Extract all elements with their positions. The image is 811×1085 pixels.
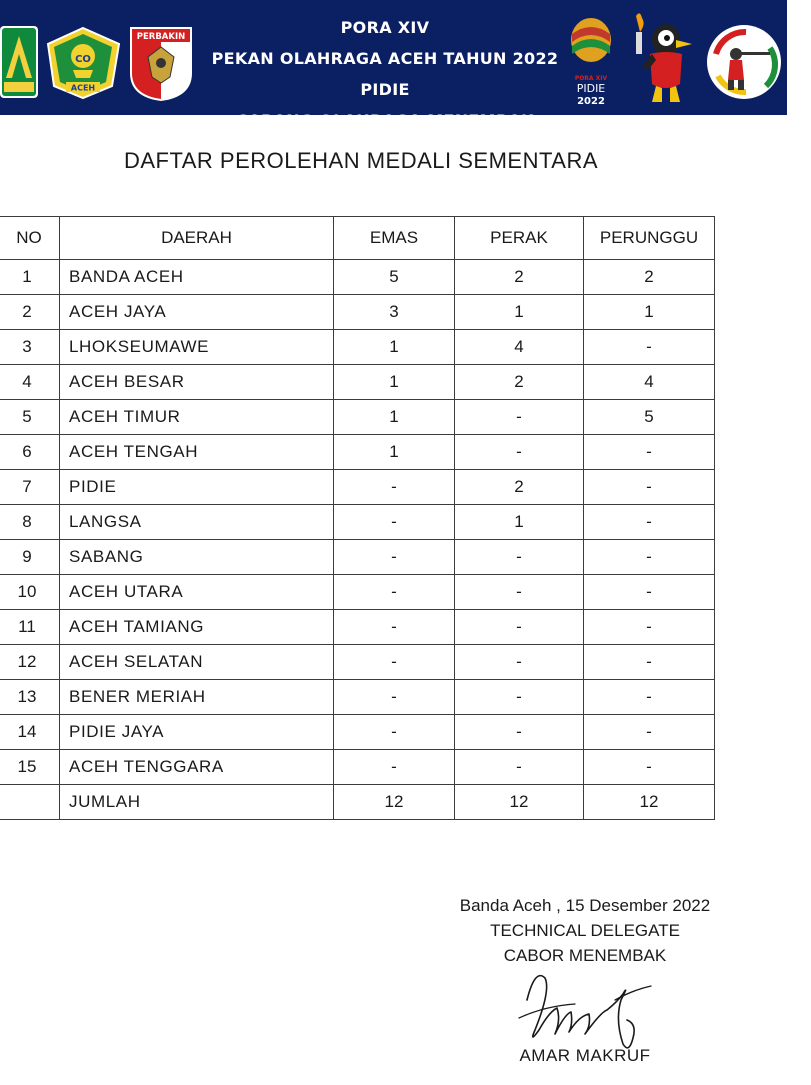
row-gold: - bbox=[334, 575, 455, 610]
row-bronze: - bbox=[584, 610, 715, 645]
perbakin-logo-icon bbox=[128, 25, 194, 102]
total-label: JUMLAH bbox=[60, 785, 334, 820]
table-row bbox=[0, 715, 715, 750]
row-region: BANDA ACEH bbox=[60, 260, 334, 295]
row-gold: - bbox=[334, 540, 455, 575]
table-total-row bbox=[0, 785, 715, 820]
row-gold: - bbox=[334, 750, 455, 785]
row-region: PIDIE JAYA bbox=[60, 715, 334, 750]
table-row bbox=[0, 400, 715, 435]
row-no: 15 bbox=[0, 750, 60, 785]
signer-role: TECHNICAL DELEGATE bbox=[490, 921, 680, 940]
row-no: 10 bbox=[0, 575, 60, 610]
handwritten-signature-icon bbox=[505, 960, 665, 1060]
table-header-row bbox=[0, 217, 715, 260]
banner-line-2: PEKAN OLAHRAGA ACEH TAHUN 2022 PIDIE bbox=[211, 49, 559, 99]
shooting-sport-logo-icon bbox=[706, 24, 782, 100]
row-region: BENER MERIAH bbox=[60, 680, 334, 715]
row-silver: 2 bbox=[455, 470, 584, 505]
header-region: DAERAH bbox=[60, 217, 334, 260]
row-no: 3 bbox=[0, 330, 60, 365]
table-row bbox=[0, 680, 715, 715]
row-bronze: - bbox=[584, 470, 715, 505]
table-row bbox=[0, 330, 715, 365]
table-row bbox=[0, 505, 715, 540]
header-gold: EMAS bbox=[334, 217, 455, 260]
row-silver: - bbox=[455, 435, 584, 470]
row-region: ACEH JAYA bbox=[60, 295, 334, 330]
place-date: Banda Aceh , 15 Desember 2022 bbox=[459, 896, 711, 915]
row-no: 8 bbox=[0, 505, 60, 540]
row-bronze: - bbox=[584, 715, 715, 750]
total-no-cell bbox=[0, 785, 60, 820]
header-silver: PERAK bbox=[455, 217, 584, 260]
aceh-shield-logo-icon bbox=[46, 26, 121, 100]
row-region: SABANG bbox=[60, 540, 334, 575]
row-silver: - bbox=[455, 575, 584, 610]
row-region: ACEH TIMUR bbox=[60, 400, 334, 435]
row-no: 2 bbox=[0, 295, 60, 330]
row-gold: 5 bbox=[334, 260, 455, 295]
aceh-shield-text: ACEH bbox=[70, 83, 96, 93]
table-row bbox=[0, 540, 715, 575]
row-silver: 2 bbox=[455, 365, 584, 400]
row-bronze: - bbox=[584, 330, 715, 365]
row-gold: 1 bbox=[334, 400, 455, 435]
row-region: ACEH UTARA bbox=[60, 575, 334, 610]
row-no: 14 bbox=[0, 715, 60, 750]
table-row bbox=[0, 575, 715, 610]
banner-line-1: PORA XIV bbox=[340, 18, 430, 37]
row-region: ACEH TENGGARA bbox=[60, 750, 334, 785]
row-no: 6 bbox=[0, 435, 60, 470]
medal-standings-table bbox=[0, 216, 715, 820]
row-bronze: - bbox=[584, 505, 715, 540]
row-gold: 3 bbox=[334, 295, 455, 330]
pora-xiv-logo-icon bbox=[566, 12, 616, 108]
row-bronze: 4 bbox=[584, 365, 715, 400]
row-silver: - bbox=[455, 645, 584, 680]
row-bronze: - bbox=[584, 575, 715, 610]
aceh-province-logo-icon bbox=[0, 26, 38, 98]
row-region: ACEH SELATAN bbox=[60, 645, 334, 680]
table-row bbox=[0, 295, 715, 330]
row-region: ACEH TENGAH bbox=[60, 435, 334, 470]
row-region: ACEH BESAR bbox=[60, 365, 334, 400]
table-row bbox=[0, 435, 715, 470]
row-region: PIDIE bbox=[60, 470, 334, 505]
row-no: 13 bbox=[0, 680, 60, 715]
total-gold: 12 bbox=[334, 785, 455, 820]
row-silver: 1 bbox=[455, 505, 584, 540]
row-gold: - bbox=[334, 645, 455, 680]
table-row bbox=[0, 470, 715, 505]
row-no: 11 bbox=[0, 610, 60, 645]
row-no: 7 bbox=[0, 470, 60, 505]
row-silver: 1 bbox=[455, 295, 584, 330]
banner-title bbox=[190, 12, 580, 136]
row-gold: - bbox=[334, 680, 455, 715]
total-silver: 12 bbox=[455, 785, 584, 820]
row-region: LANGSA bbox=[60, 505, 334, 540]
row-region: ACEH TAMIANG bbox=[60, 610, 334, 645]
header-bronze: PERUNGGU bbox=[584, 217, 715, 260]
row-gold: 1 bbox=[334, 330, 455, 365]
row-silver: - bbox=[455, 680, 584, 715]
header-no: NO bbox=[0, 217, 60, 260]
pora-logo-text-1: PORA XIV bbox=[574, 75, 608, 82]
signer-name: AMAR MAKRUF bbox=[519, 1046, 651, 1065]
row-silver: - bbox=[455, 750, 584, 785]
row-bronze: - bbox=[584, 645, 715, 680]
row-silver: - bbox=[455, 540, 584, 575]
page-title: DAFTAR PEROLEHAN MEDALI SEMENTARA bbox=[123, 148, 599, 173]
row-bronze: - bbox=[584, 750, 715, 785]
row-bronze: 2 bbox=[584, 260, 715, 295]
table-row bbox=[0, 750, 715, 785]
table-row bbox=[0, 645, 715, 680]
row-silver: 4 bbox=[455, 330, 584, 365]
signer-unit: CABOR MENEMBAK bbox=[503, 946, 667, 965]
row-bronze: - bbox=[584, 680, 715, 715]
row-gold: 1 bbox=[334, 365, 455, 400]
row-no: 4 bbox=[0, 365, 60, 400]
row-gold: - bbox=[334, 470, 455, 505]
row-region: LHOKSEUMAWE bbox=[60, 330, 334, 365]
row-gold: - bbox=[334, 610, 455, 645]
row-bronze: - bbox=[584, 435, 715, 470]
perbakin-text: PERBAKIN bbox=[136, 32, 186, 42]
mascot-icon bbox=[622, 10, 698, 106]
table-row bbox=[0, 610, 715, 645]
row-no: 12 bbox=[0, 645, 60, 680]
row-bronze: 1 bbox=[584, 295, 715, 330]
row-bronze: - bbox=[584, 540, 715, 575]
row-gold: - bbox=[334, 505, 455, 540]
row-gold: - bbox=[334, 715, 455, 750]
row-silver: - bbox=[455, 400, 584, 435]
header-banner bbox=[0, 0, 787, 130]
banner-line-3: CABANG OLAHRAGA MENEMBAK bbox=[236, 111, 534, 130]
row-silver: - bbox=[455, 610, 584, 645]
pora-logo-text-2: PIDIE bbox=[576, 82, 606, 95]
table-row bbox=[0, 260, 715, 295]
row-silver: - bbox=[455, 715, 584, 750]
row-no: 5 bbox=[0, 400, 60, 435]
row-no: 9 bbox=[0, 540, 60, 575]
row-no: 1 bbox=[0, 260, 60, 295]
total-bronze: 12 bbox=[584, 785, 715, 820]
row-silver: 2 bbox=[455, 260, 584, 295]
row-gold: 1 bbox=[334, 435, 455, 470]
row-bronze: 5 bbox=[584, 400, 715, 435]
pora-logo-text-3: 2022 bbox=[577, 96, 605, 107]
aceh-shield-top-text: CO bbox=[75, 54, 91, 65]
signature-block bbox=[420, 893, 750, 968]
table-row bbox=[0, 365, 715, 400]
